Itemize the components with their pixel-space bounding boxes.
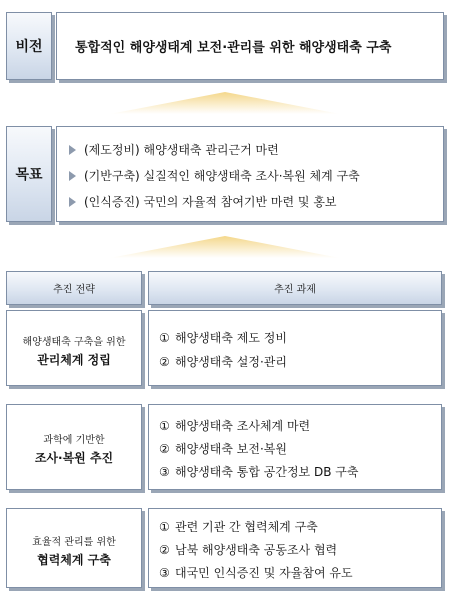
circled-number: ① <box>159 331 170 345</box>
strategy-title: 관리체계 정립 <box>37 353 111 367</box>
task-cell <box>148 404 442 490</box>
circled-number: ③ <box>159 465 170 479</box>
goal-item <box>69 167 360 184</box>
triangle-right-icon <box>69 145 76 155</box>
task-item <box>159 463 358 480</box>
strategy-cell <box>6 404 142 490</box>
task-text: 해양생태축 설정·관리 <box>175 355 287 369</box>
strategy-subtitle: 과학에 기반한 <box>43 435 105 446</box>
circled-number: ② <box>159 355 170 369</box>
task-item <box>159 440 287 457</box>
task-text: 해양생태축 제도 정비 <box>175 331 287 345</box>
circled-number: ② <box>159 442 170 456</box>
vision-box <box>56 12 444 80</box>
up-arrow-icon <box>110 92 340 114</box>
task-item <box>159 353 287 370</box>
up-arrow-icon <box>110 236 340 258</box>
task-text: 해양생태축 조사체계 마련 <box>175 419 311 433</box>
task-text: 해양생태축 보전·복원 <box>175 442 287 456</box>
triangle-right-icon <box>69 171 76 181</box>
strategy-cell <box>6 508 142 588</box>
task-text: 관련 기관 간 협력체계 구축 <box>175 520 318 534</box>
strategy-header <box>6 271 142 305</box>
goal-text: (기반구축) 실질적인 해양생태축 조사·복원 체계 구축 <box>84 169 360 183</box>
task-text: 해양생태축 통합 공간정보 DB 구축 <box>175 465 359 479</box>
strategy-title: 협력체계 구축 <box>37 553 111 567</box>
circled-number: ③ <box>159 566 170 580</box>
strategy-header-text: 추진 전략 <box>53 284 95 296</box>
goal-box <box>56 126 444 222</box>
goal-item <box>69 141 279 158</box>
task-item <box>159 329 287 346</box>
strategy-cell <box>6 310 142 386</box>
goal-label: 목표 <box>15 167 43 183</box>
circled-number: ① <box>159 419 170 433</box>
tasks-header-text: 추진 과제 <box>274 284 316 296</box>
goal-item <box>69 193 337 210</box>
tasks-header <box>148 271 442 305</box>
task-item <box>159 417 310 434</box>
circled-number: ① <box>159 520 170 534</box>
task-text: 남북 해양생태축 공동조사 협력 <box>175 543 338 557</box>
task-item <box>159 564 353 581</box>
task-text: 대국민 인식증진 및 자율참여 유도 <box>175 566 353 580</box>
vision-label-box <box>6 12 52 80</box>
task-cell <box>148 508 442 588</box>
circled-number: ② <box>159 543 170 557</box>
task-item <box>159 541 337 558</box>
task-cell <box>148 310 442 386</box>
triangle-right-icon <box>69 197 76 207</box>
strategy-subtitle: 효율적 관리를 위한 <box>32 537 116 548</box>
strategy-subtitle: 해양생태축 구축을 위한 <box>22 337 126 348</box>
vision-text: 통합적인 해양생태계 보전·관리를 위한 해양생태축 구축 <box>75 40 392 56</box>
goal-label-box <box>6 126 52 222</box>
strategy-title: 조사·복원 추진 <box>34 451 114 465</box>
goal-text: (제도정비) 해양생태축 관리근거 마련 <box>84 143 279 157</box>
task-item <box>159 518 318 535</box>
goal-text: (인식증진) 국민의 자율적 참여기반 마련 및 홍보 <box>84 195 337 209</box>
vision-label: 비전 <box>15 39 43 55</box>
